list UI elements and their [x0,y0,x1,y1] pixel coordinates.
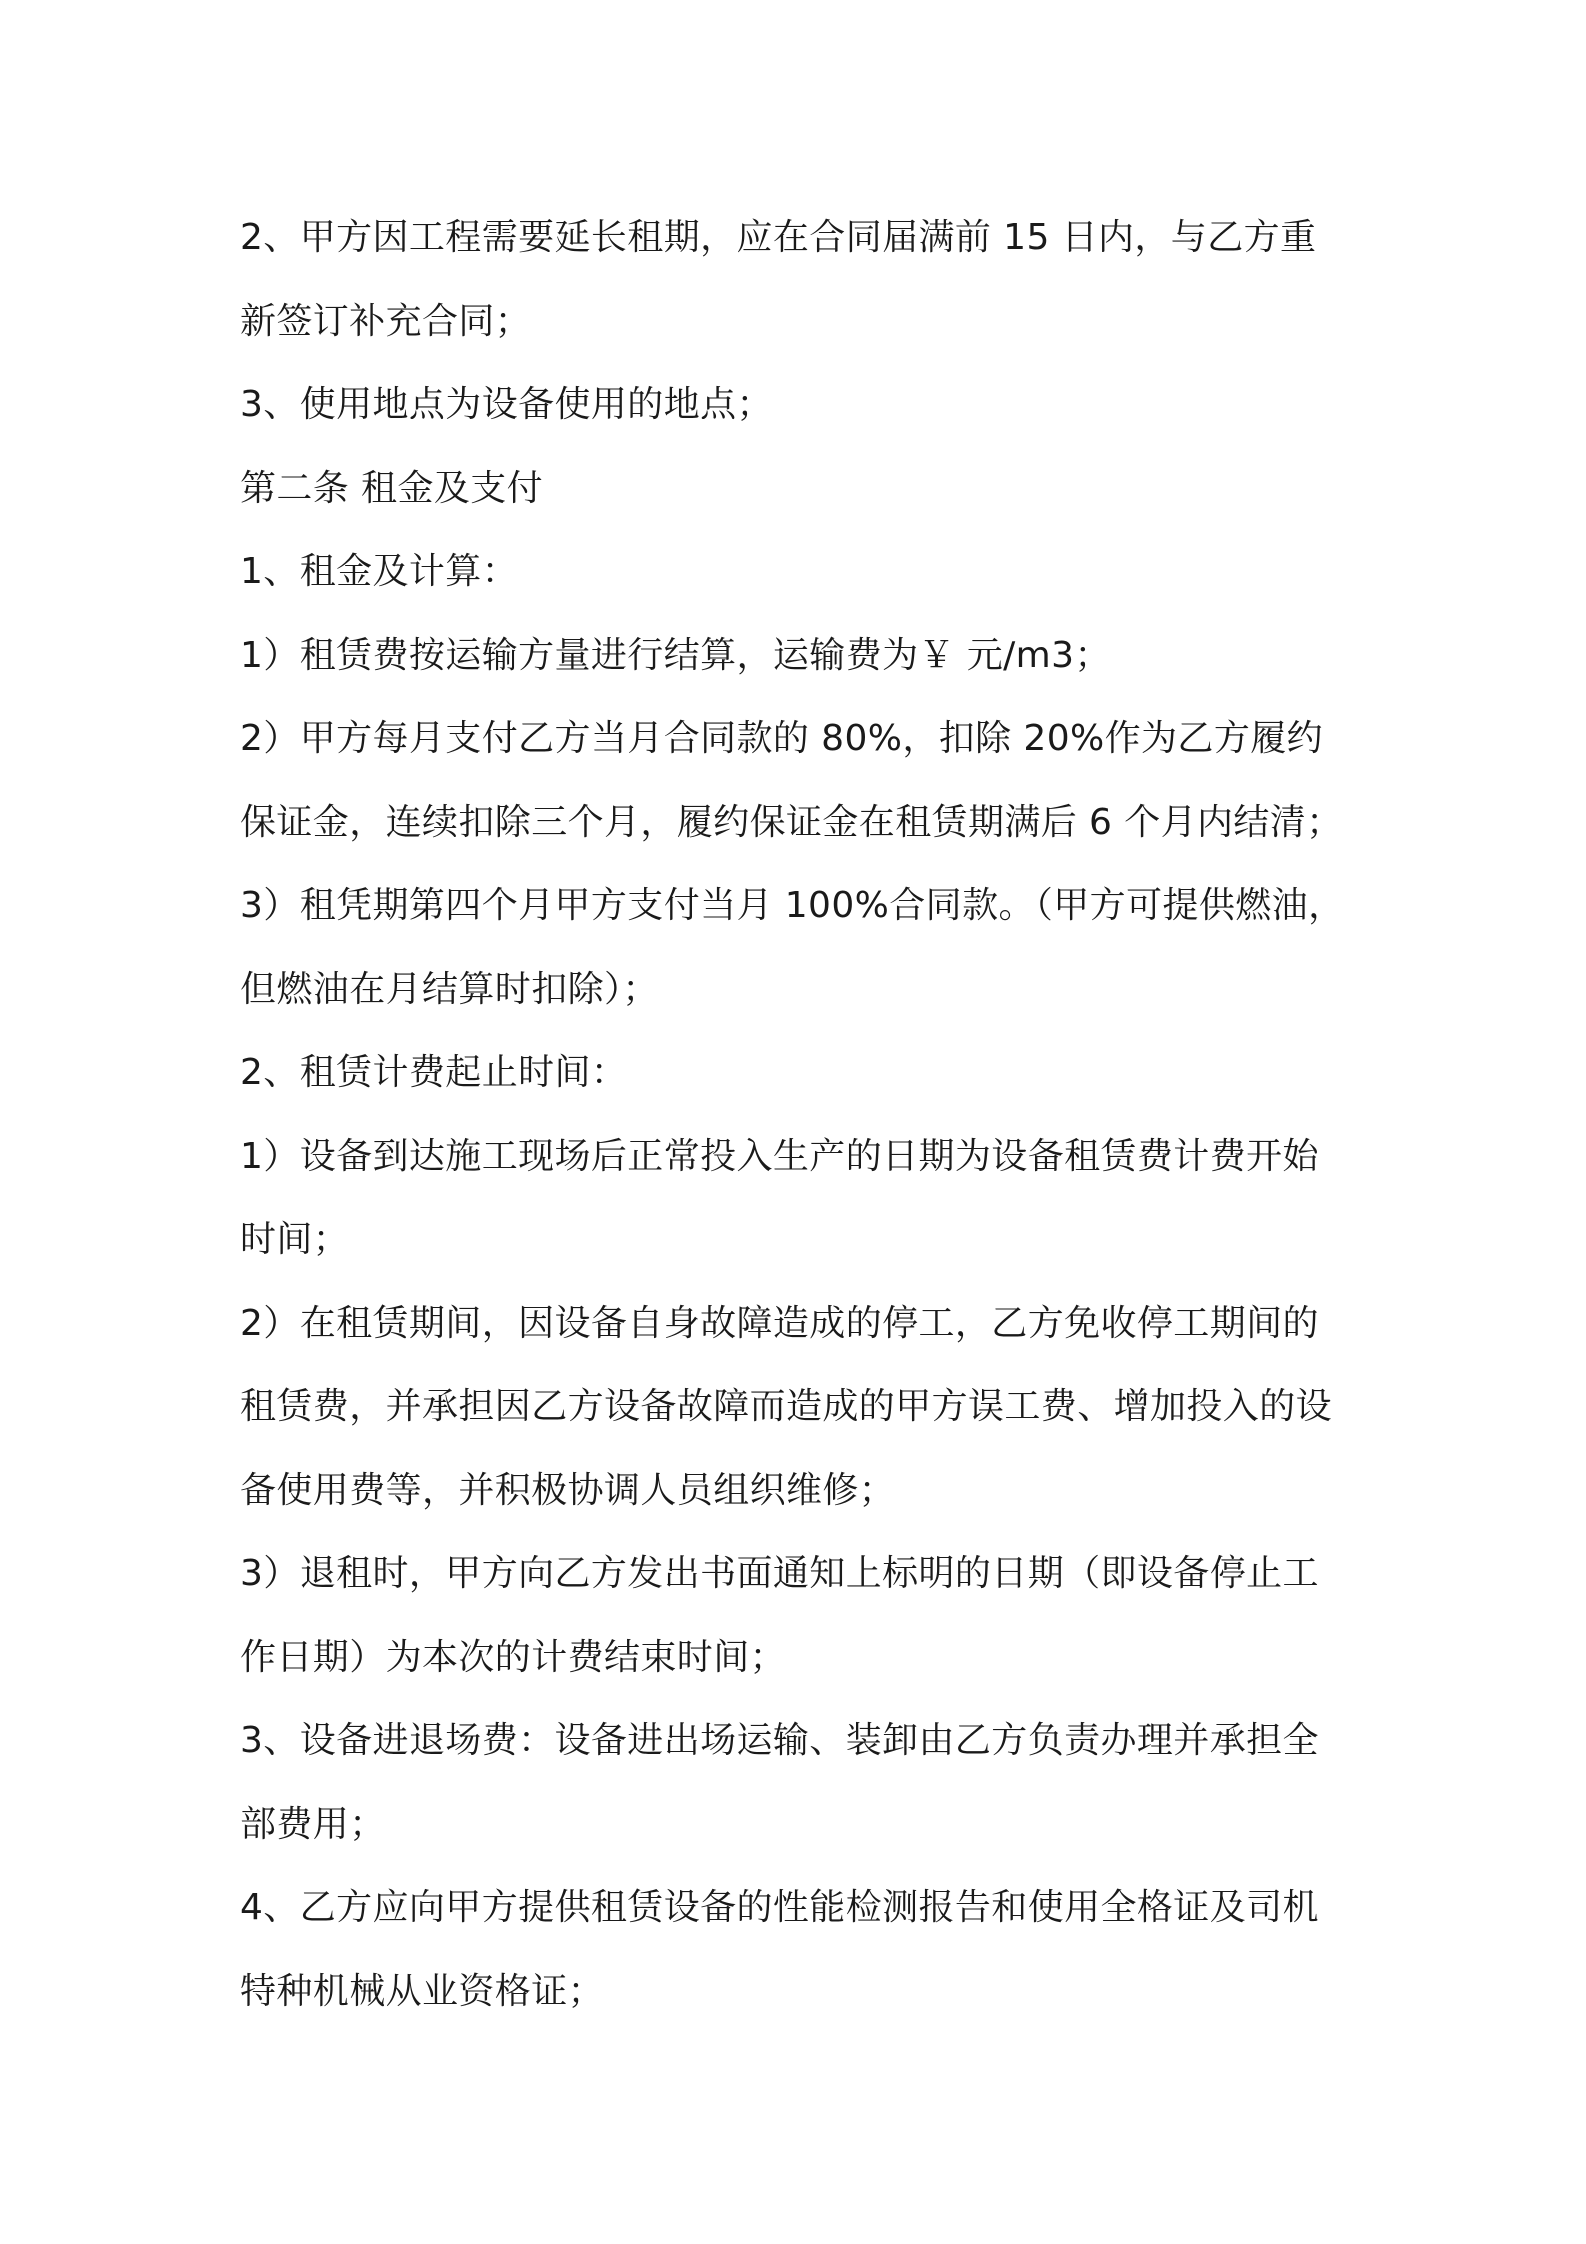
text-line: 时间； [240,1219,350,1260]
text-line: 1）租赁费按运输方量进行结算，运输费为￥ 元/m3； [240,634,1111,676]
text-line: 1）设备到达施工现场后正常投入生产的日期为设备租赁费计费开始 [240,1135,1319,1177]
text-line: 作日期）为本次的计费结束时间； [240,1636,787,1678]
text-line: 特种机械从业资格证； [240,1970,605,2012]
text-line: 2、租赁计费起止时间： [240,1052,628,1093]
text-line: 租赁费，并承担因乙方设备故障而造成的甲方误工费、增加投入的设 [240,1386,1333,1427]
text-line: 3、设备进退场费：设备进出场运输、装卸由乙方负责办理并承担全 [240,1720,1319,1761]
text-line: 2）在租赁期间，因设备自身故障造成的停工，乙方免收停工期间的 [240,1302,1319,1344]
text-line: 3）租凭期第四个月甲方支付当月 100%合同款。（甲方可提供燃油， [240,885,1345,926]
text-line: 但燃油在月结算时扣除）； [240,968,659,1010]
section-heading: 第二条 租金及支付 [240,467,544,509]
text-line: 3、使用地点为设备使用的地点； [240,384,773,425]
document-body [240,196,1360,2033]
text-line: 4、乙方应向甲方提供租赁设备的性能检测报告和使用全格证及司机 [240,1887,1319,1928]
text-line: 保证金，连续扣除三个月，履约保证金在租赁期满后 6 个月内结清； [240,801,1343,843]
text-line: 2、甲方因工程需要延长租期，应在合同届满前 15 日内，与乙方重 [240,217,1317,258]
text-line: 新签订补充合同； [240,300,532,342]
text-line: 备使用费等，并积极协调人员组织维修； [240,1469,896,1511]
text-line: 3）退租时，甲方向乙方发出书面通知上标明的日期（即设备停止工 [240,1553,1319,1594]
text-line: 2）甲方每月支付乙方当月合同款的 80%，扣除 20%作为乙方履约 [240,718,1324,759]
text-line: 1、租金及计算： [240,551,519,592]
text-line: 部费用； [240,1803,386,1845]
